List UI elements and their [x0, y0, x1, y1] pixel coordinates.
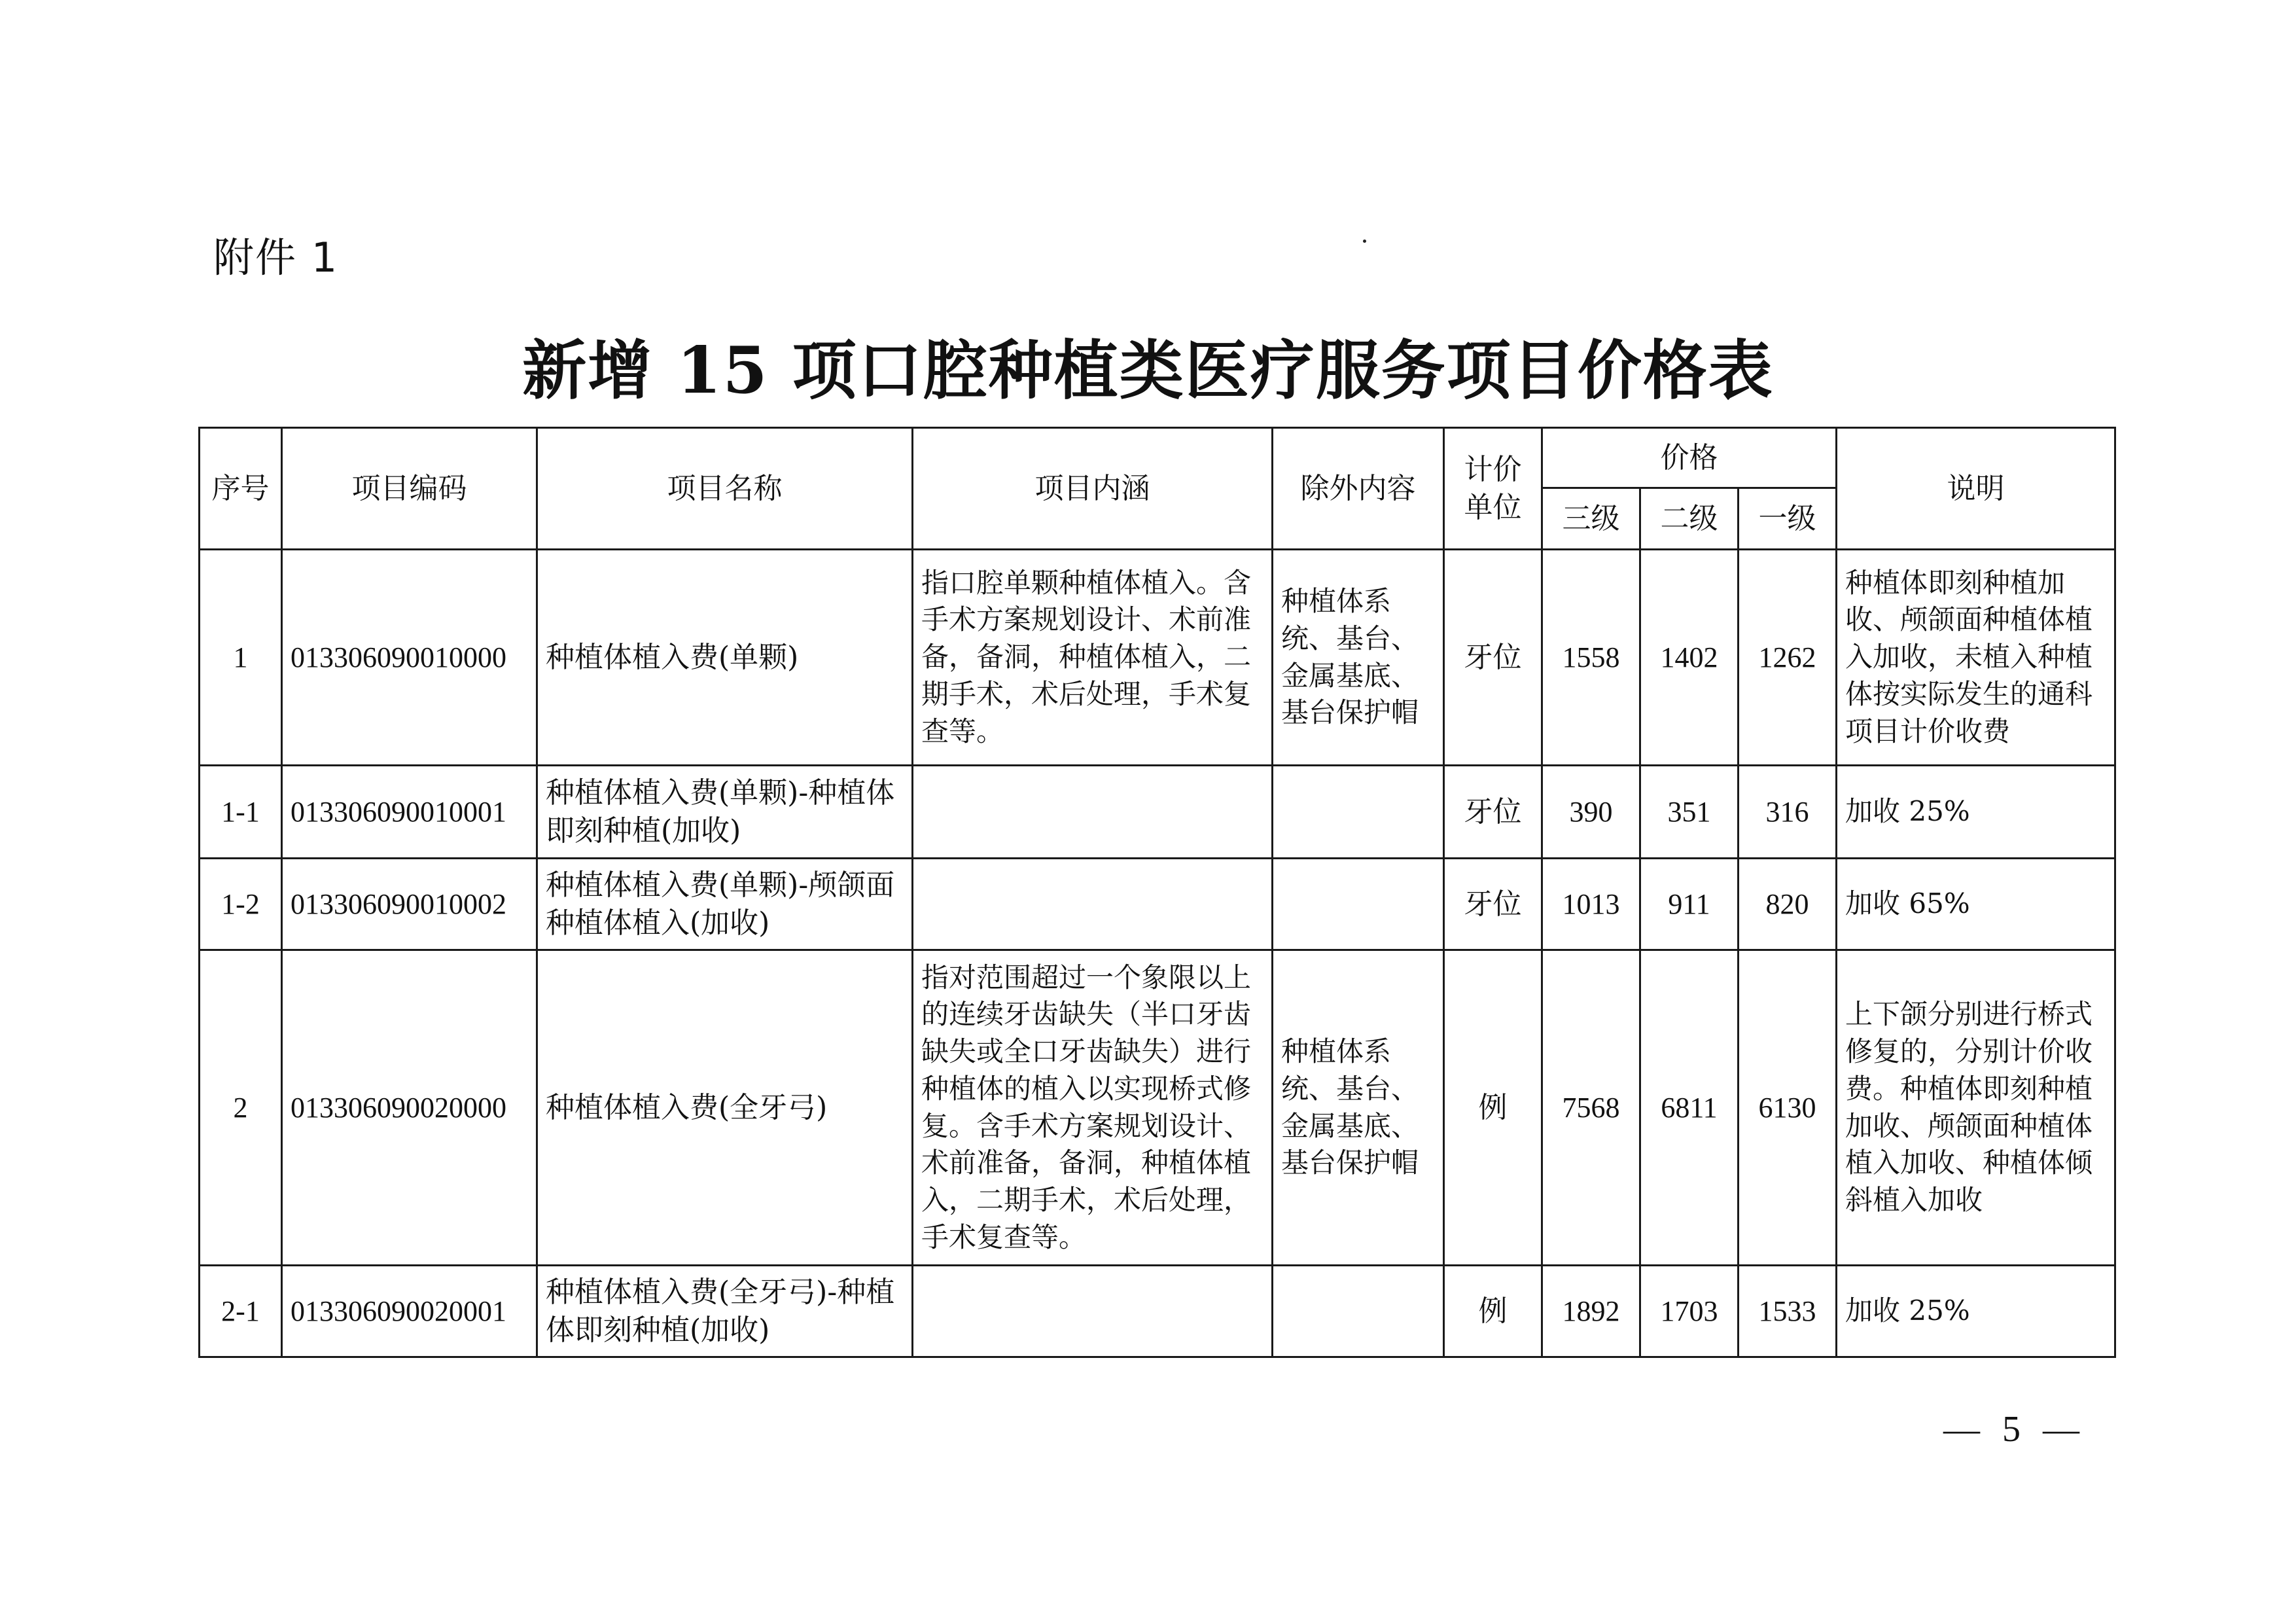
row-unit: 牙位 — [1444, 859, 1542, 950]
row-excluded — [1273, 1266, 1444, 1357]
row-note: 加收 65% — [1837, 859, 2115, 950]
row-code: 013306090020001 — [282, 1266, 537, 1357]
table-row — [200, 550, 2115, 766]
row-price-level1: 1262 — [1739, 550, 1837, 766]
header-note: 说明 — [1837, 428, 2115, 550]
table-row — [200, 950, 2115, 1266]
row-index: 2-1 — [200, 1266, 282, 1357]
row-note: 加收 25% — [1837, 766, 2115, 859]
row-price-level2: 351 — [1640, 766, 1739, 859]
row-index: 1-1 — [200, 766, 282, 859]
row-content — [913, 859, 1273, 950]
row-content — [913, 1266, 1273, 1357]
row-note: 上下颌分别进行桥式修复的，分别计价收费。种植体即刻种植加收、颅颌面种植体植入加收、种植体倾斜植入加收 — [1837, 950, 2115, 1266]
header-price: 价格 — [1542, 428, 1837, 488]
row-name: 种植体植入费(全牙弓) — [537, 950, 913, 1266]
row-index: 2 — [200, 950, 282, 1266]
header-content: 项目内涵 — [913, 428, 1273, 550]
row-name: 种植体植入费(单颗)-颅颌面种植体植入(加收) — [537, 859, 913, 950]
header-excluded: 除外内容 — [1273, 428, 1444, 550]
header-name: 项目名称 — [537, 428, 913, 550]
scan-dot — [1363, 240, 1366, 243]
row-note: 种植体即刻种植加收、颅颌面种植体植入加收，未植入种植体按实际发生的通科项目计价收费 — [1837, 550, 2115, 766]
row-excluded — [1273, 859, 1444, 950]
row-price-level3: 1013 — [1542, 859, 1640, 950]
header-row — [200, 428, 2115, 488]
table-row — [200, 766, 2115, 859]
header-level3: 三级 — [1542, 488, 1640, 550]
table-row — [200, 1266, 2115, 1357]
row-price-level2: 1703 — [1640, 1266, 1739, 1357]
row-content — [913, 766, 1273, 859]
row-price-level1: 1533 — [1739, 1266, 1837, 1357]
row-price-level3: 1558 — [1542, 550, 1640, 766]
row-price-level3: 390 — [1542, 766, 1640, 859]
row-index: 1-2 — [200, 859, 282, 950]
row-unit: 牙位 — [1444, 766, 1542, 859]
table-row — [200, 859, 2115, 950]
price-table — [198, 427, 2116, 1358]
header-index: 序号 — [200, 428, 282, 550]
row-content: 指口腔单颗种植体植入。含手术方案规划设计、术前准备，备洞，种植体植入，二期手术，术后处理，手术复查等。 — [913, 550, 1273, 766]
row-index: 1 — [200, 550, 282, 766]
row-code: 013306090020000 — [282, 950, 537, 1266]
row-content: 指对范围超过一个象限以上的连续牙齿缺失（半口牙齿缺失或全口牙齿缺失）进行种植体的植入以实现桥式修复。含手术方案规划设计、术前准备，备洞，种植体植入，二期手术，术后处理，手术复查等。 — [913, 950, 1273, 1266]
header-unit: 计价单位 — [1444, 428, 1542, 550]
row-price-level1: 6130 — [1739, 950, 1837, 1266]
row-name: 种植体植入费(单颗) — [537, 550, 913, 766]
row-price-level1: 820 — [1739, 859, 1837, 950]
row-unit: 牙位 — [1444, 550, 1542, 766]
row-name: 种植体植入费(单颗)-种植体即刻种植(加收) — [537, 766, 913, 859]
row-price-level2: 911 — [1640, 859, 1739, 950]
header-level2: 二级 — [1640, 488, 1739, 550]
row-name: 种植体植入费(全牙弓)-种植体即刻种植(加收) — [537, 1266, 913, 1357]
header-code: 项目编码 — [282, 428, 537, 550]
header-level1: 一级 — [1739, 488, 1837, 550]
row-price-level1: 316 — [1739, 766, 1837, 859]
document-title: 新增 15 项口腔种植类医疗服务项目价格表 — [522, 333, 1774, 408]
row-excluded: 种植体系统、基台、金属基底、基台保护帽 — [1273, 950, 1444, 1266]
row-unit: 例 — [1444, 950, 1542, 1266]
row-excluded: 种植体系统、基台、金属基底、基台保护帽 — [1273, 550, 1444, 766]
row-code: 013306090010002 — [282, 859, 537, 950]
row-price-level3: 7568 — [1542, 950, 1640, 1266]
attachment-label: 附件 1 — [213, 234, 339, 281]
row-note: 加收 25% — [1837, 1266, 2115, 1357]
row-price-level3: 1892 — [1542, 1266, 1640, 1357]
page-number: — 5 — — [1943, 1409, 2086, 1450]
row-price-level2: 6811 — [1640, 950, 1739, 1266]
row-unit: 例 — [1444, 1266, 1542, 1357]
row-price-level2: 1402 — [1640, 550, 1739, 766]
row-excluded — [1273, 766, 1444, 859]
row-code: 013306090010000 — [282, 550, 537, 766]
row-code: 013306090010001 — [282, 766, 537, 859]
